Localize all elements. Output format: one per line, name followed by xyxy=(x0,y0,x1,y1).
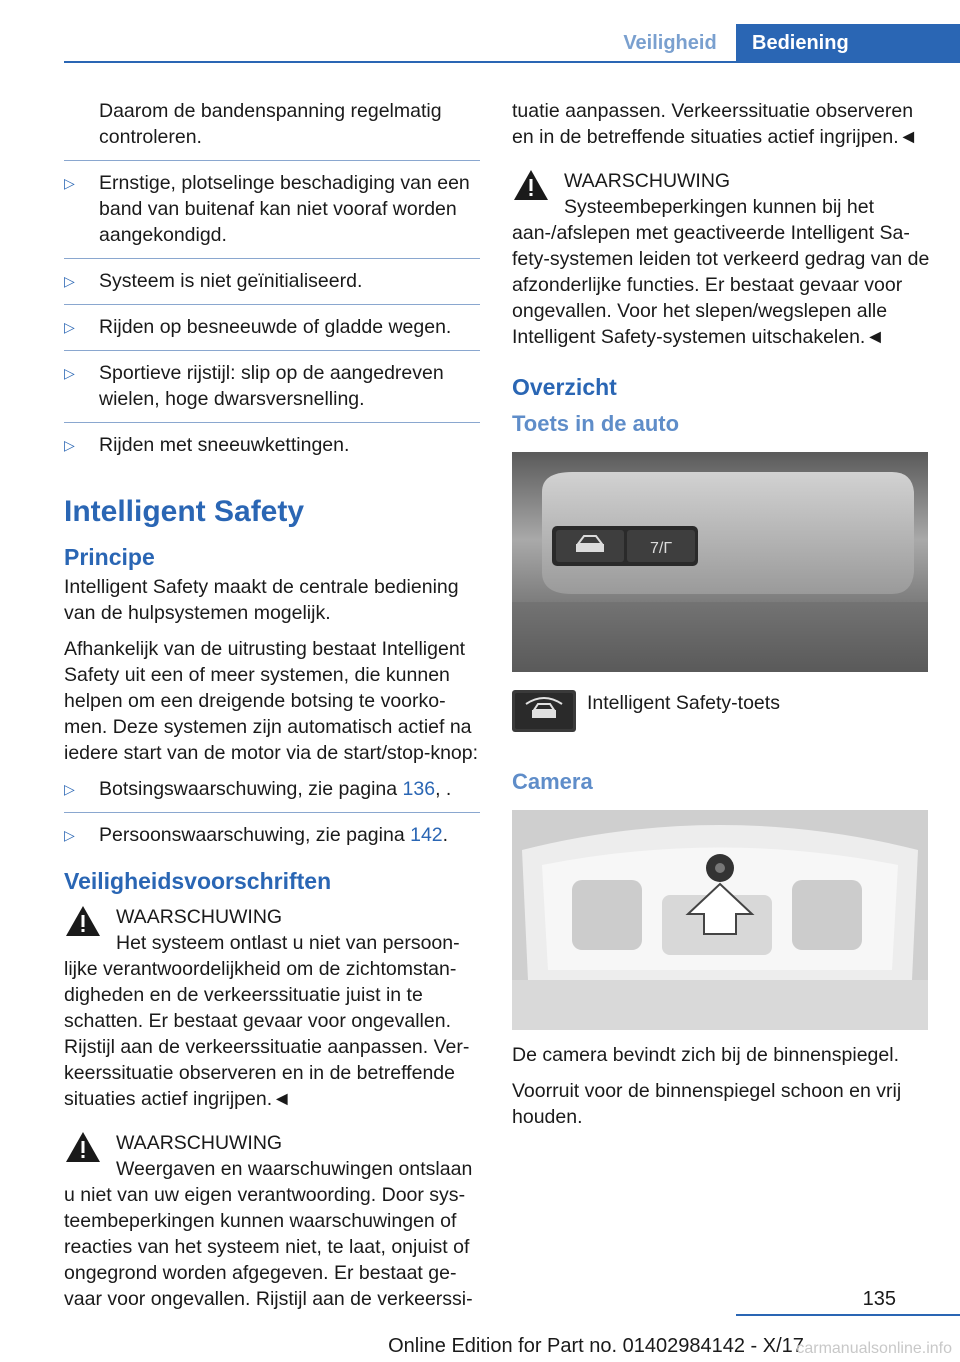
list-item-text: Sportieve rijstijl: slip op de aangedreven wielen, hoge dwarsversnelling. xyxy=(99,362,444,410)
key-legend xyxy=(512,690,930,740)
warning-continuation: tuatie aanpassen. Verkeerssituatie observeren en in de betreffende situaties actief ingrijpen.◄ xyxy=(512,100,918,148)
list-item-text: Rijden op besneeuwde of gladde wegen. xyxy=(99,316,452,338)
list-item xyxy=(64,314,480,340)
page-link-142[interactable]: 142 xyxy=(410,824,443,846)
divider xyxy=(64,422,480,423)
intelligent-safety-key-icon xyxy=(512,690,576,732)
right-column xyxy=(512,98,930,1140)
camera-paragraph-2: Voorruit voor de binnenspiegel schoon en vrij houden. xyxy=(512,1080,902,1128)
header-tab-bediening[interactable]: Bediening xyxy=(736,24,960,62)
watermark: carmanualsonline.info xyxy=(796,1340,952,1357)
warning-text-first-line: Systeembeperkingen kunnen bij het xyxy=(564,196,875,218)
key-legend-label: Intelligent Safety-toets xyxy=(587,692,780,714)
divider xyxy=(64,812,480,813)
divider xyxy=(64,350,480,351)
warning-text: u niet van uw eigen verantwoording. Door systeembeperkingen kunnen waarschuwingen of reacties van het systeem niet, te laat, onjuist of ongegrond worden afgegeven. Er bestaat gevaar voor ongevallen. Rijstijl aan de verkeerssi- xyxy=(64,1184,473,1310)
list-item xyxy=(64,432,480,458)
page-number: 135 xyxy=(862,1288,896,1310)
list-item-text: Ernstige, plotselinge beschadiging van een band van buitenaf kan niet vooraf worden aangekondigd. xyxy=(99,172,470,246)
bullet-triangle-icon: ▷ xyxy=(64,781,75,797)
list-item-tail: . xyxy=(442,824,449,846)
bullet-triangle-icon: ▷ xyxy=(64,273,75,289)
header-rule xyxy=(64,61,960,63)
divider xyxy=(64,160,480,161)
subsection-title-principe: Principe xyxy=(64,544,155,570)
header-tab-veiligheid[interactable]: Veiligheid xyxy=(623,32,717,54)
warning-heading: WAARSCHUWING xyxy=(116,906,283,928)
warning-block-1 xyxy=(64,904,480,1112)
button-panel-photo xyxy=(512,452,928,672)
list-item xyxy=(64,268,480,294)
list-item xyxy=(64,360,480,412)
divider xyxy=(64,304,480,305)
subsection-title-overzicht: Overzicht xyxy=(512,374,617,400)
warning-text: aan-/afslepen met geactiveerde Intelligent Safety-systemen leiden tot verkeerd gedrag van de afzonderlijke functies. Er bestaat gevaar voor ongevallen. Voor het slepen/wegslepen alle Intelligent Safety-systemen uitschakelen.◄ xyxy=(512,222,930,348)
principe-paragraph-1: Intelligent Safety maakt de centrale bediening van de hulpsystemen mogelijk. xyxy=(64,576,459,624)
warning-block-3 xyxy=(512,168,930,350)
warning-heading: WAARSCHUWING xyxy=(564,170,731,192)
left-column xyxy=(64,98,480,1330)
warning-triangle-icon xyxy=(512,168,550,202)
intro-continuation: Daarom de bandenspanning regelmatig controleren. xyxy=(99,100,442,148)
list-item xyxy=(64,170,480,248)
camera-windshield-photo xyxy=(512,810,928,1030)
bullet-triangle-icon: ▷ xyxy=(64,175,75,191)
camera-paragraph-1: De camera bevindt zich bij de binnenspiegel. xyxy=(512,1044,899,1066)
bullet-triangle-icon: ▷ xyxy=(64,365,75,381)
list-item xyxy=(64,776,480,802)
list-item xyxy=(64,822,480,848)
section-title-intelligent-safety: Intelligent Safety xyxy=(64,495,305,528)
warning-text-first-line: Weergaven en waarschuwingen ontslaan xyxy=(116,1158,473,1180)
warning-heading: WAARSCHUWING xyxy=(116,1132,283,1154)
subsection-title-camera: Camera xyxy=(512,769,593,794)
warning-text: lijke verantwoordelijkheid om de zichtomstandigheden en de verkeerssituatie juist in te schatten. Er bestaat gevaar voor ongevallen. Rijstijl aan de verkeerssituatie aanpassen. Verkeerssituatie observeren en in de betreffende situaties actief ingrijpen.◄ xyxy=(64,958,470,1110)
subsection-title-veiligheidsvoorschriften: Veiligheidsvoorschriften xyxy=(64,868,332,894)
list-item-text: Botsingswaarschuwing, zie pagina xyxy=(99,778,403,800)
warning-text-first-line: Het systeem ontlast u niet van persoon- xyxy=(116,932,460,954)
bullet-triangle-icon: ▷ xyxy=(64,827,75,843)
list-item-text: Persoonswaarschuwing, zie pagina xyxy=(99,824,411,846)
warning-block-2 xyxy=(64,1130,480,1312)
warning-triangle-icon xyxy=(64,904,102,938)
divider xyxy=(64,258,480,259)
svg-text:7/Γ: 7/Γ xyxy=(650,540,673,557)
list-item-text: Systeem is niet geïnitialiseerd. xyxy=(99,270,363,292)
edition-note: Online Edition for Part no. 01402984142 - X/17 xyxy=(388,1335,804,1357)
bullet-triangle-icon: ▷ xyxy=(64,437,75,453)
principe-paragraph-2: Afhankelijk van de uitrusting bestaat Intelligent Safety uit een of meer systemen, die kunnen helpen om een dreigende botsing te voorkomen. Deze systemen zijn automatisch actief na iedere start van de motor via de start/stop-knop: xyxy=(64,638,479,764)
list-item-tail: , . xyxy=(435,778,452,800)
bullet-triangle-icon: ▷ xyxy=(64,319,75,335)
footer-rule xyxy=(736,1314,960,1316)
warning-triangle-icon xyxy=(64,1130,102,1164)
page-link-136[interactable]: 136 xyxy=(402,778,436,800)
subsection-title-toets: Toets in de auto xyxy=(512,411,680,436)
list-item-text: Rijden met sneeuwkettingen. xyxy=(99,434,350,456)
